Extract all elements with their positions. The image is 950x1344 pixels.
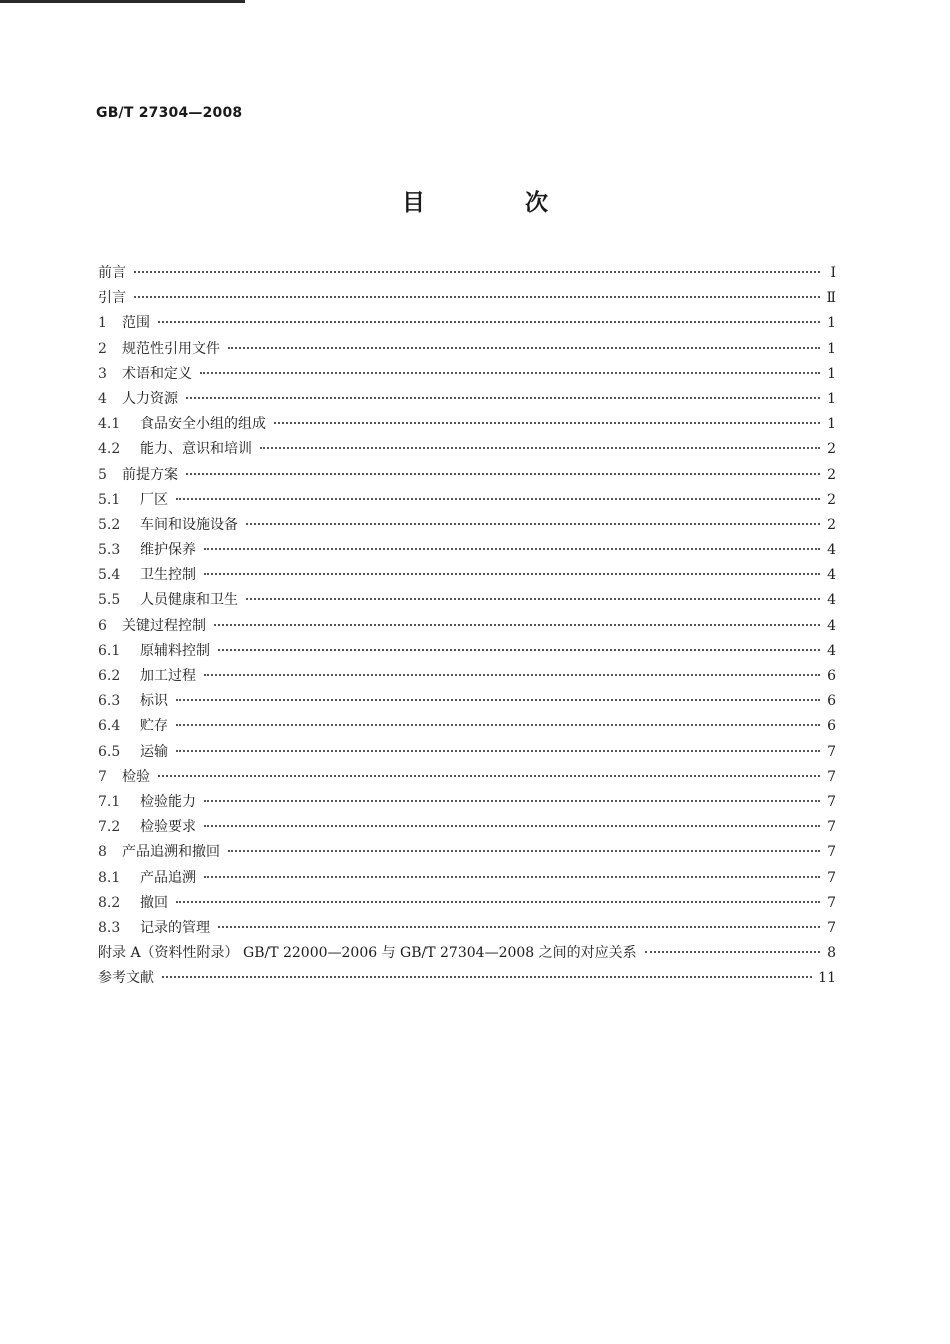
- dot-leader: [204, 674, 820, 676]
- toc-entry[interactable]: [98, 766, 836, 791]
- toc-entry-number: 6.4: [98, 718, 121, 735]
- toc-entry-page: 4: [827, 592, 836, 609]
- dot-leader: [186, 397, 820, 399]
- toc-entry[interactable]: [98, 489, 836, 514]
- toc-entry-page: 2: [827, 491, 836, 508]
- toc-entry[interactable]: [98, 464, 836, 489]
- toc-entry[interactable]: [98, 438, 836, 463]
- dot-leader: [176, 724, 820, 726]
- toc-entry-page: 2: [827, 441, 836, 458]
- toc-entry-page: 1: [827, 365, 836, 382]
- toc-entry[interactable]: [98, 640, 836, 665]
- top-rule: [0, 0, 245, 3]
- toc-entry-label: 能力、意识和培训: [140, 441, 252, 458]
- toc-title: 目 次: [401, 190, 594, 216]
- toc-entry-label: 撤回: [140, 894, 168, 911]
- toc-entry[interactable]: [98, 388, 836, 413]
- toc-entry-number: 5.1: [98, 491, 121, 508]
- toc-entry-page: 7: [827, 743, 836, 760]
- toc-entry[interactable]: [98, 564, 836, 589]
- dot-leader: [162, 976, 812, 978]
- toc-entry-number: 4.2: [98, 441, 121, 458]
- toc-entry-number: 8: [98, 844, 107, 861]
- dot-leader: [228, 850, 820, 852]
- toc-entry-label: 加工过程: [140, 668, 196, 684]
- toc-entry-label: 规范性引用文件: [122, 340, 220, 357]
- toc-entry-page: Ⅰ: [830, 265, 836, 281]
- dot-leader: [134, 271, 820, 273]
- dot-leader: [228, 347, 820, 349]
- toc-entry-page: 1: [827, 390, 836, 407]
- dot-leader: [214, 624, 820, 626]
- toc-entry-page: 7: [827, 844, 836, 861]
- dot-leader: [274, 422, 820, 424]
- toc-entry-page: 7: [827, 793, 836, 810]
- toc-entry-label: 关键过程控制: [122, 617, 206, 634]
- toc-entry-number: 1: [98, 315, 107, 332]
- toc-entry[interactable]: [98, 715, 836, 740]
- toc-entry-page: 7: [827, 894, 836, 911]
- toc-entry[interactable]: [98, 690, 836, 715]
- toc-entry-label: 范围: [122, 315, 150, 332]
- toc-entry-label: 检验要求: [140, 819, 196, 836]
- toc-entry[interactable]: [98, 867, 836, 892]
- dot-leader: [176, 498, 820, 500]
- toc-entry-label: 参考文献: [98, 970, 154, 987]
- toc-entry[interactable]: [98, 942, 836, 967]
- dot-leader: [186, 473, 820, 475]
- toc-entry-page: 7: [827, 819, 836, 836]
- toc-entry[interactable]: [98, 589, 836, 614]
- dot-leader: [176, 699, 820, 701]
- toc-entry-number: 4: [98, 390, 107, 407]
- dot-leader: [246, 523, 820, 525]
- toc-entry-page: 1: [827, 315, 836, 332]
- toc-entry-label: 检验能力: [140, 793, 196, 810]
- toc-entry-page: 2: [827, 516, 836, 533]
- toc-entry-page: 1: [827, 340, 836, 357]
- toc-entry-page: 7: [827, 919, 836, 936]
- dot-leader: [204, 800, 820, 802]
- toc-entry-number: 5.5: [98, 592, 121, 609]
- toc-entry-label: 人员健康和卫生: [140, 592, 238, 609]
- toc-entry-label: 卫生控制: [140, 567, 196, 584]
- toc-entry-label: 附录 A（资料性附录） GB/T 22000—2006 与 GB/T 27304—2008 之间的对应关系: [98, 945, 637, 962]
- toc-entry-page: Ⅱ: [826, 290, 836, 307]
- toc-entry[interactable]: [98, 413, 836, 438]
- toc-entry-number: 6.5: [98, 743, 121, 760]
- dot-leader: [645, 951, 820, 953]
- toc-entry-number: 6: [98, 617, 107, 634]
- toc-entry-label: 产品追溯和撤回: [122, 844, 220, 861]
- toc-entry[interactable]: [98, 262, 836, 287]
- toc-entry[interactable]: [98, 665, 836, 690]
- toc-entry-page: 7: [827, 768, 836, 785]
- dot-leader: [218, 926, 820, 928]
- toc-entry-label: 标识: [140, 693, 168, 710]
- toc-entry-number: 6.2: [98, 668, 121, 684]
- toc-entry[interactable]: [98, 287, 836, 312]
- toc-entry-label: 术语和定义: [122, 365, 192, 382]
- toc-entry-page: 4: [827, 542, 836, 559]
- toc-entry[interactable]: [98, 892, 836, 917]
- toc-entry[interactable]: [98, 816, 836, 841]
- toc-entry-label: 引言: [98, 290, 126, 307]
- toc-entry-number: 6.1: [98, 642, 121, 659]
- toc-entry-page: 8: [827, 945, 836, 962]
- toc-entry-label: 记录的管理: [140, 919, 210, 936]
- toc-entry-page: 4: [827, 617, 836, 634]
- toc-entry-label: 人力资源: [122, 390, 178, 407]
- dot-leader: [204, 825, 820, 827]
- toc-entry[interactable]: [98, 363, 836, 388]
- toc-entry-number: 5.2: [98, 516, 121, 533]
- dot-leader: [200, 372, 820, 374]
- dot-leader: [134, 296, 820, 298]
- toc-entry[interactable]: [98, 841, 836, 866]
- toc-entry-number: 7.2: [98, 819, 121, 836]
- toc-entry[interactable]: [98, 791, 836, 816]
- toc-entry-label: 车间和设施设备: [140, 516, 238, 533]
- toc-entry-number: 6.3: [98, 693, 121, 710]
- dot-leader: [176, 750, 820, 752]
- toc-entry-page: 7: [827, 869, 836, 886]
- dot-leader: [204, 548, 820, 550]
- toc-entry-label: 食品安全小组的组成: [140, 416, 266, 433]
- toc-entry-number: 5.4: [98, 567, 121, 584]
- toc-entry-label: 维护保养: [140, 542, 196, 559]
- toc-entry-number: 5: [98, 466, 107, 483]
- dot-leader: [246, 598, 820, 600]
- toc-entry-label: 运输: [140, 743, 168, 760]
- toc-entry-number: 8.1: [98, 869, 121, 886]
- dot-leader: [204, 876, 820, 878]
- toc-entry[interactable]: [98, 312, 836, 337]
- toc-entry-number: 7: [98, 768, 107, 785]
- toc-entry-page: 6: [827, 718, 836, 735]
- toc-entry-label: 产品追溯: [140, 869, 196, 886]
- dot-leader: [204, 573, 820, 575]
- dot-leader: [158, 775, 820, 777]
- table-of-contents: [98, 262, 836, 992]
- toc-entry[interactable]: [98, 917, 836, 942]
- toc-entry-label: 厂区: [140, 491, 168, 508]
- toc-entry[interactable]: [98, 539, 836, 564]
- toc-entry-page: 6: [827, 693, 836, 710]
- toc-entry-number: 7.1: [98, 793, 121, 810]
- toc-entry-number: 4.1: [98, 416, 121, 433]
- toc-entry-label: 贮存: [140, 718, 168, 735]
- toc-entry[interactable]: [98, 741, 836, 766]
- toc-entry-label: 检验: [122, 768, 150, 785]
- toc-entry-label: 原辅料控制: [140, 642, 210, 659]
- toc-entry-number: 3: [98, 365, 107, 382]
- toc-entry-number: 8.3: [98, 919, 121, 936]
- toc-entry-page: 6: [827, 668, 836, 684]
- toc-entry-label: 前提方案: [122, 466, 178, 483]
- toc-entry[interactable]: [98, 338, 836, 363]
- toc-entry-number: 8.2: [98, 894, 121, 911]
- toc-entry[interactable]: [98, 967, 836, 992]
- toc-entry-number: 2: [98, 340, 107, 357]
- toc-entry-number: 5.3: [98, 542, 121, 559]
- toc-entry[interactable]: [98, 615, 836, 640]
- dot-leader: [176, 901, 820, 903]
- document-code: GB/T 27304—2008: [96, 105, 243, 121]
- toc-entry-page: 2: [827, 466, 836, 483]
- toc-entry-page: 11: [818, 970, 836, 987]
- toc-entry-label: 前言: [98, 265, 126, 281]
- toc-entry[interactable]: [98, 514, 836, 539]
- dot-leader: [260, 447, 820, 449]
- dot-leader: [158, 321, 820, 323]
- toc-entry-page: 1: [827, 416, 836, 433]
- toc-entry-page: 4: [827, 642, 836, 659]
- dot-leader: [218, 649, 820, 651]
- toc-entry-page: 4: [827, 567, 836, 584]
